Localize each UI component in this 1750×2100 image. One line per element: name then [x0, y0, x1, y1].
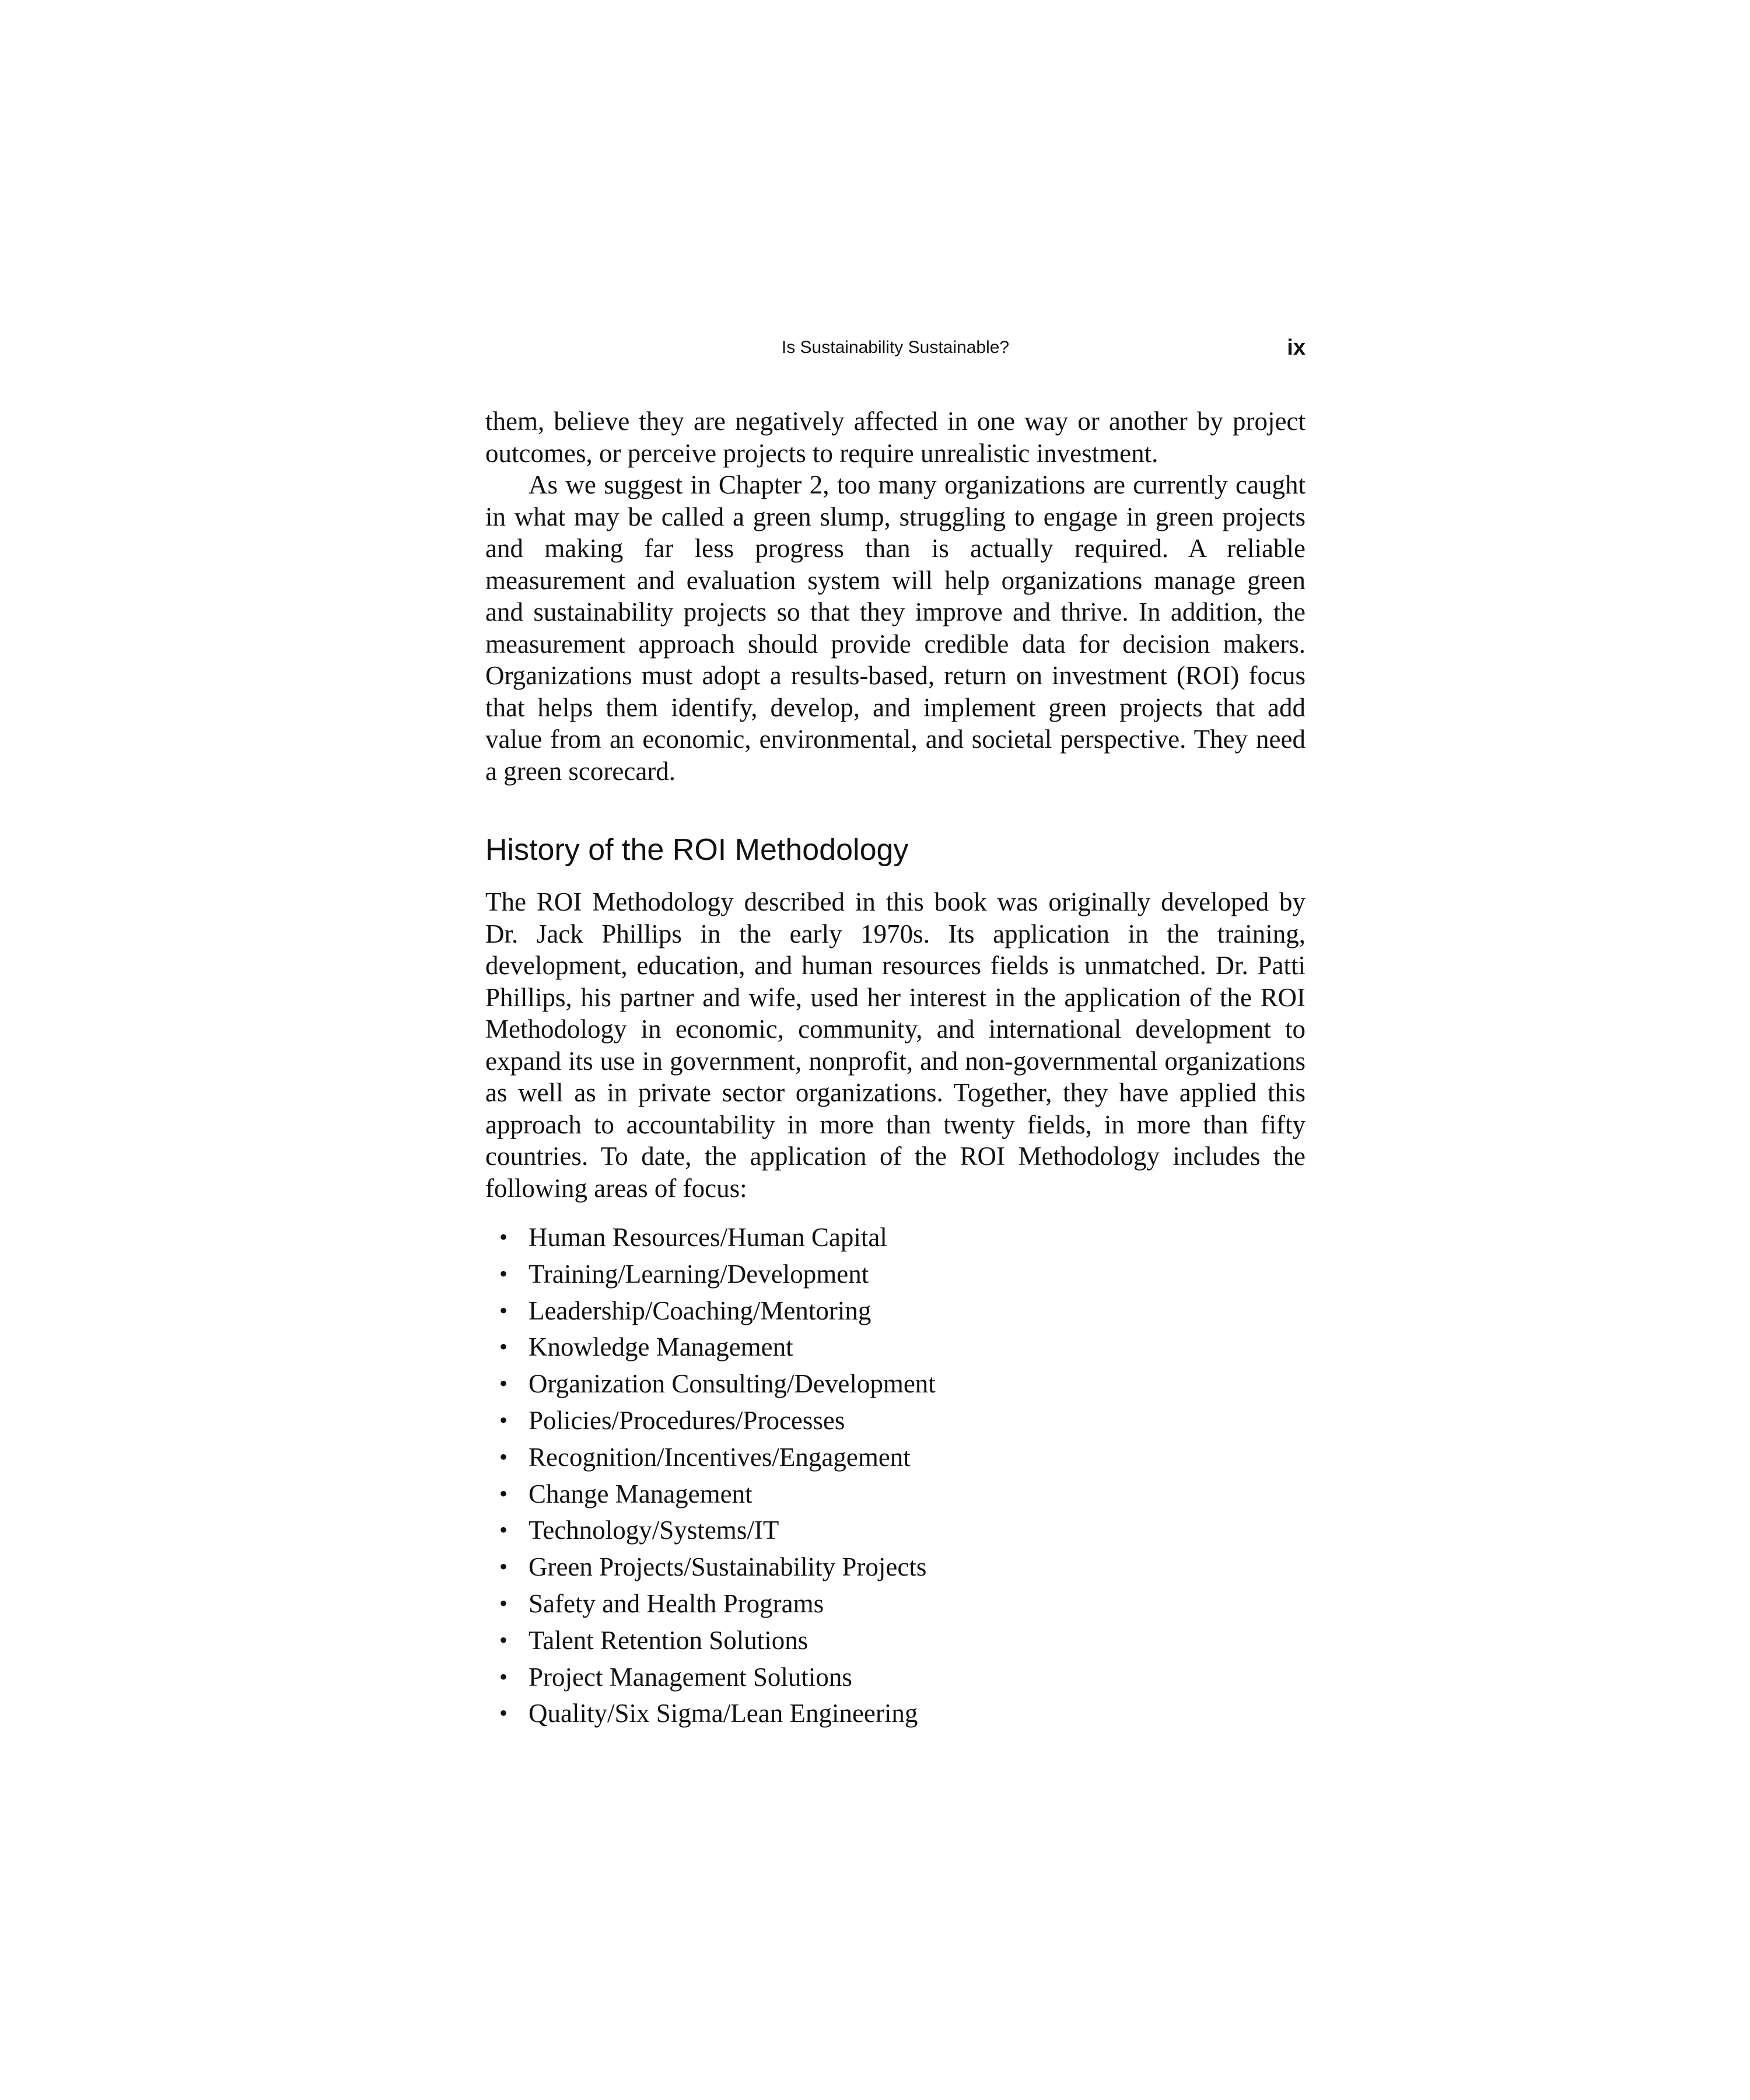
running-title: Is Sustainability Sustainable? — [781, 338, 1010, 357]
section-paragraph: The ROI Methodology described in this book was originally developed by Dr. Jack Phillips in the early 1970s. Its application in the training, development, education, and human resources fields is unmatched. Dr. Patti Phillips, his partner and wife, used her interest in the application of the ROI Methodology in economic, community, and international development to expand its use in government, nonprofit, and non-governmental organizations as well as in private sector organizations. Together, they have applied this approach to accountability in more than twenty fields, in more than fifty countries. To date, the application of the ROI Methodology includes the following areas of focus: — [485, 887, 1306, 1203]
body-paragraph-continued: them, believe they are negatively affected in one way or another by project outcomes, or perceive projects to require unrealistic investment. — [485, 407, 1306, 468]
list-item-label: Project Management Solutions — [528, 1662, 852, 1692]
body-paragraph-green-slump: As we suggest in Chapter 2, too many organizations are currently caught in what may be called a green slump, struggling to engage in green projects and making far less progress than is actually required. A reliable measurement and evaluation system will help organizations manage green and sustainability projects so that they improve and thrive. In addition, the measurement approach should provide credible data for decision makers. Organizations must adopt a results-based, return on investment (ROI) focus that helps them identify, develop, and implement green projects that add value from an economic, environmental, and societal perspective. They need a green scorecard. — [485, 470, 1306, 786]
list-item — [485, 1329, 1306, 1366]
list-item — [485, 1256, 1306, 1293]
list-item-label: Green Projects/Sustainability Projects — [528, 1552, 927, 1582]
list-item-label: Technology/Systems/IT — [528, 1516, 779, 1545]
bullet-icon: • — [499, 1224, 508, 1250]
list-item-label: Safety and Health Programs — [528, 1588, 824, 1618]
list-item — [485, 1586, 1306, 1622]
bullet-icon: • — [499, 1480, 508, 1507]
section-heading: History of the ROI Methodology — [485, 833, 909, 867]
bullet-icon: • — [499, 1297, 508, 1324]
list-item-label: Recognition/Incentives/Engagement — [528, 1442, 911, 1472]
list-item — [485, 1512, 1306, 1549]
list-item — [485, 1366, 1306, 1402]
list-item — [485, 1476, 1306, 1513]
bullet-icon: • — [499, 1406, 508, 1433]
list-item-label: Human Resources/Human Capital — [528, 1223, 887, 1252]
bullet-icon: • — [499, 1626, 508, 1653]
list-item-label: Leadership/Coaching/Mentoring — [528, 1296, 872, 1325]
bullet-icon: • — [499, 1663, 508, 1690]
list-item-label: Training/Learning/Development — [528, 1259, 869, 1289]
list-item-label: Policies/Procedures/Processes — [528, 1405, 845, 1435]
bullet-icon: • — [499, 1590, 508, 1616]
list-item — [485, 1622, 1306, 1659]
list-item-label: Change Management — [528, 1479, 752, 1508]
bullet-icon: • — [499, 1260, 508, 1287]
text-block — [485, 405, 1306, 1732]
list-item — [485, 1293, 1306, 1329]
list-item — [485, 1695, 1306, 1732]
list-item — [485, 1402, 1306, 1439]
list-item-label: Organization Consulting/Development — [528, 1369, 936, 1399]
list-item-label: Knowledge Management — [528, 1332, 793, 1362]
page-number: ix — [1287, 335, 1306, 360]
running-head — [485, 332, 1306, 363]
list-item — [485, 1439, 1306, 1476]
bullet-icon: • — [499, 1553, 508, 1580]
focus-areas-list — [485, 1219, 1306, 1732]
list-item-label: Quality/Six Sigma/Lean Engineering — [528, 1699, 918, 1728]
bullet-icon: • — [499, 1517, 508, 1544]
bullet-icon: • — [499, 1370, 508, 1397]
bullet-icon: • — [499, 1700, 508, 1727]
bullet-icon: • — [499, 1334, 508, 1360]
list-item — [485, 1219, 1306, 1256]
list-item — [485, 1659, 1306, 1696]
list-item-label: Talent Retention Solutions — [528, 1625, 808, 1655]
list-item — [485, 1549, 1306, 1586]
bullet-icon: • — [499, 1443, 508, 1470]
